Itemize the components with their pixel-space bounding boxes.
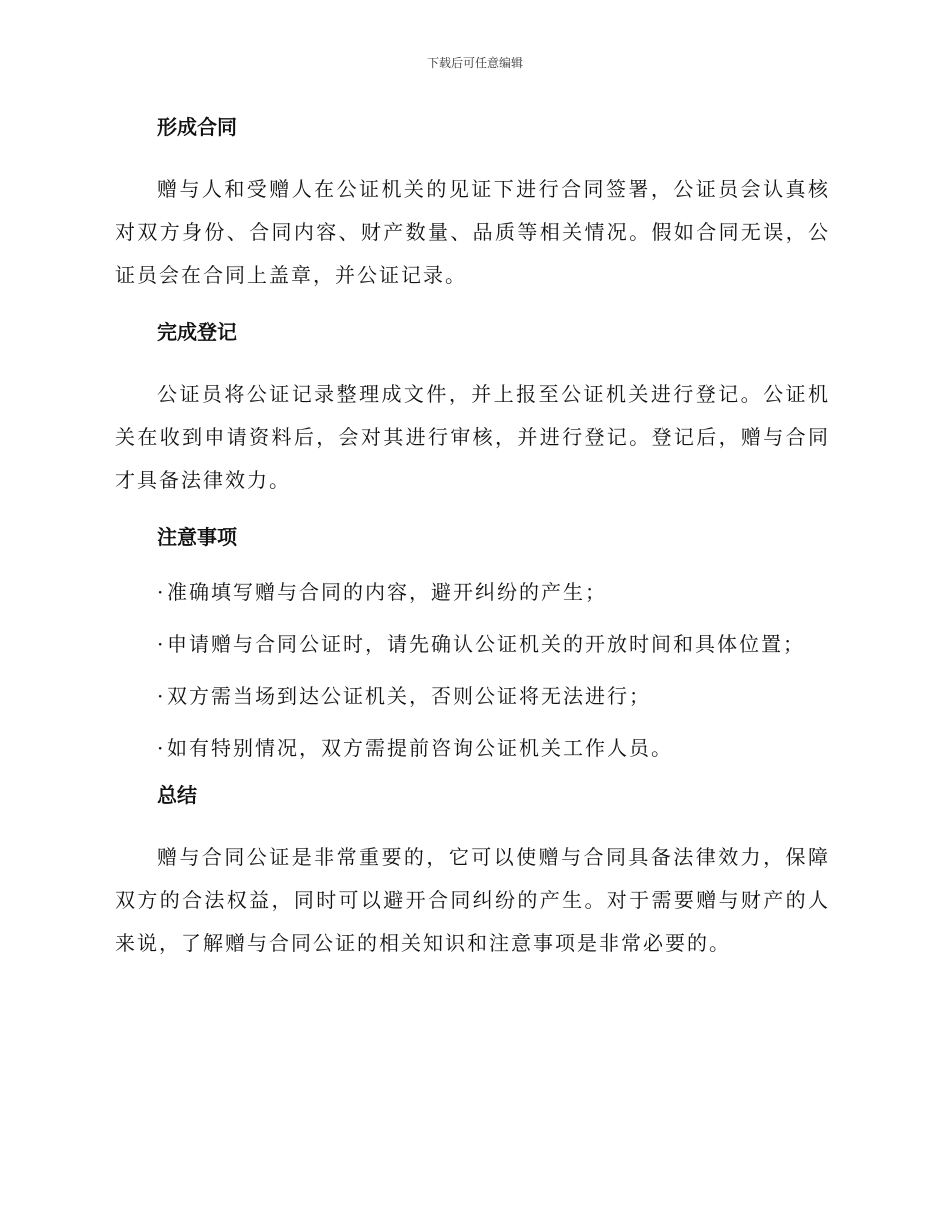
list-item bbox=[115, 618, 830, 670]
bullet-marker: · bbox=[157, 684, 166, 708]
notes-list bbox=[115, 566, 830, 774]
bullet-marker: · bbox=[157, 736, 166, 760]
section-heading-summary: 总结 bbox=[157, 783, 197, 807]
list-item-text: 申请赠与合同公证时，请先确认公证机关的开放时间和具体位置； bbox=[167, 632, 805, 656]
bullet-marker: · bbox=[157, 632, 166, 656]
list-item bbox=[115, 722, 830, 774]
section-heading-complete-registration: 完成登记 bbox=[157, 320, 237, 344]
bullet-marker: · bbox=[157, 580, 166, 604]
list-item bbox=[115, 566, 830, 618]
section-paragraph-form-contract: 赠与人和受赠人在公证机关的见证下进行合同签署，公证员会认真核对双方身份、合同内容、财产数量、品质等相关情况。假如合同无误，公证员会在合同上盖章，并公证记录。 bbox=[115, 177, 830, 287]
section-paragraph-complete-registration: 公证员将公证记录整理成文件，并上报至公证机关进行登记。公证机关在收到申请资料后，会对其进行审核，并进行登记。登记后，赠与合同才具备法律效力。 bbox=[115, 382, 830, 492]
header-note: 下载后可任意编辑 bbox=[426, 56, 523, 70]
section-heading-form-contract: 形成合同 bbox=[157, 115, 237, 139]
document-body bbox=[115, 112, 830, 967]
list-item-text: 双方需当场到达公证机关，否则公证将无法进行； bbox=[167, 684, 651, 708]
list-item-text: 如有特别情况，双方需提前咨询公证机关工作人员。 bbox=[167, 736, 673, 760]
list-item bbox=[115, 670, 830, 722]
section-heading-notes: 注意事项 bbox=[157, 525, 237, 549]
list-item-text: 准确填写赠与合同的内容，避开纠纷的产生； bbox=[167, 580, 607, 604]
section-paragraph-summary: 赠与合同公证是非常重要的，它可以使赠与合同具备法律效力，保障双方的合法权益，同时可以避开合同纠纷的产生。对于需要赠与财产的人来说，了解赠与合同公证的相关知识和注意事项是非常必要的。 bbox=[115, 845, 830, 955]
